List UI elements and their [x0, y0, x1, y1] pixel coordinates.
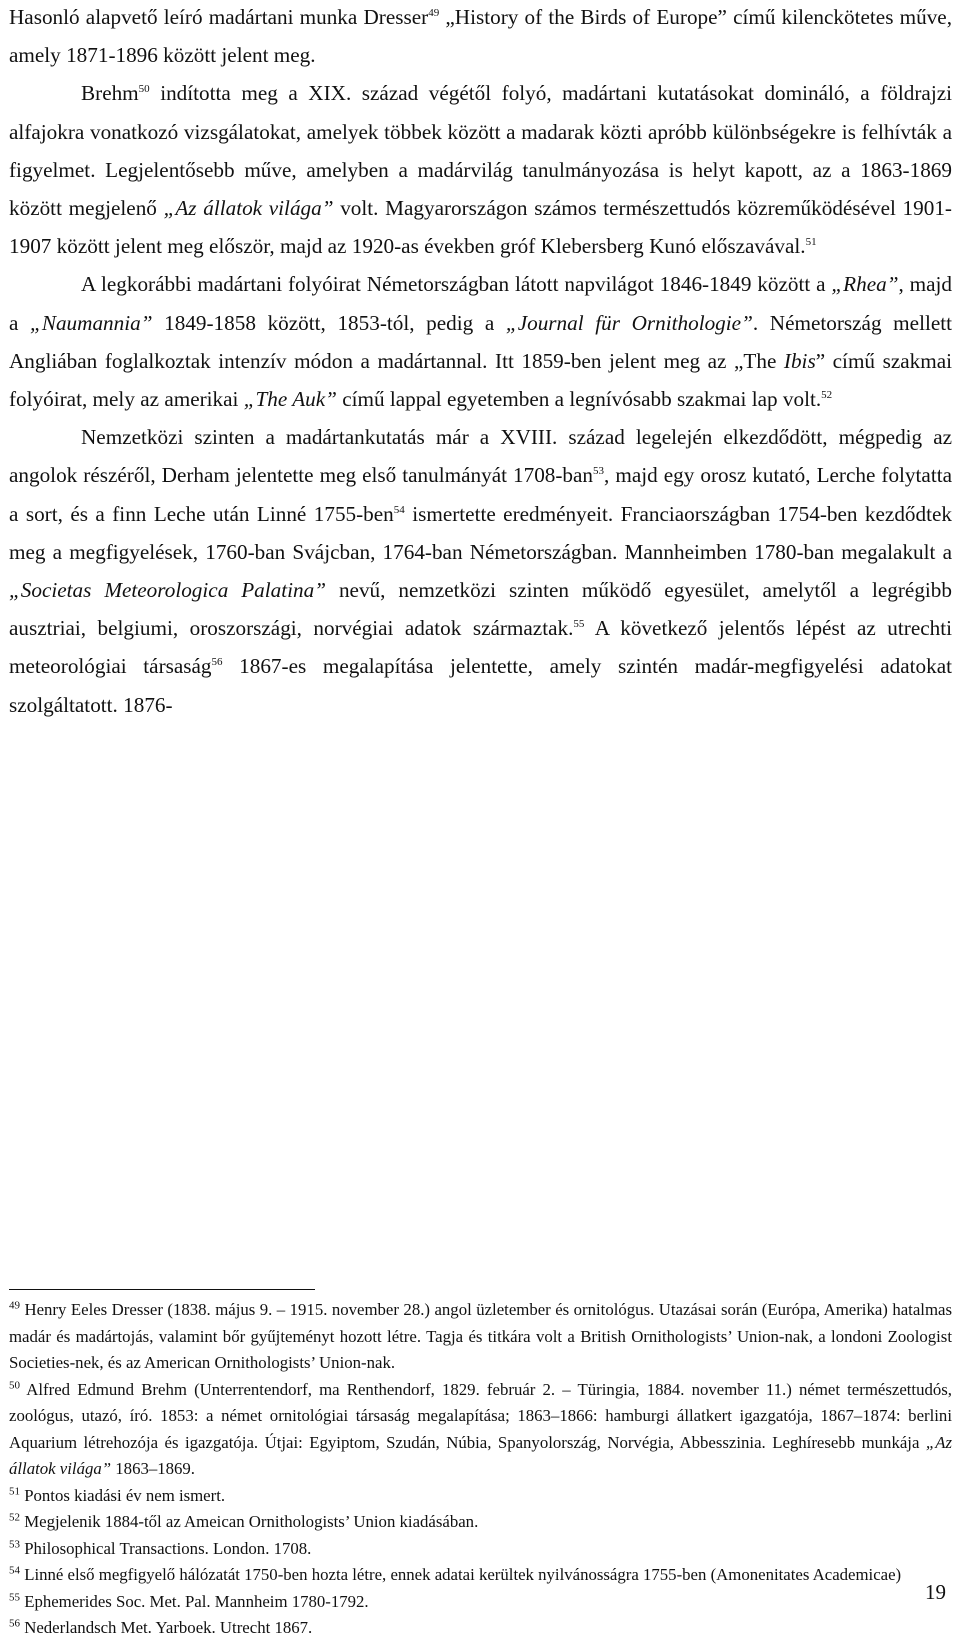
- text-run: nevű, nemzetközi szinten működő egyesület, amelytől a legrégibb ausztriai, belgiumi, oroszországi, norvégiai adatok származtak.: [9, 578, 952, 641]
- text-run: „History of the Birds of Europe” című kilenckötetes műve, amely 1871-1896 között jelent meg.: [9, 5, 952, 68]
- body-text: [9, 0, 952, 724]
- paragraph-brehm: [9, 74, 952, 265]
- text-run: volt. Magyarországon számos természettudós közreműködésével 1901-1907 között jelent meg először, majd az 1920-as években gróf Klebersberg Kunó előszavával.: [9, 196, 952, 259]
- footnote-number: 54: [9, 1564, 20, 1577]
- footnote-number: 52: [9, 1511, 20, 1524]
- footnote-ref-50[interactable]: 50: [138, 83, 150, 96]
- paragraph-international: [9, 418, 952, 724]
- footnote-number: 53: [9, 1537, 20, 1550]
- footnote-ref-56[interactable]: 56: [211, 656, 223, 669]
- text-run: , majd egy orosz kutató, Lerche folytatta a sort, és a finn Leche után Linné 1755-ben: [9, 463, 952, 526]
- text-run: A legkorábbi madártani folyóirat Németországban látott napvilágot 1846-1849 között a: [81, 272, 832, 297]
- footnote-text: Philosophical Transactions. London. 1708.: [20, 1538, 312, 1558]
- footnote-number: 51: [9, 1484, 20, 1497]
- page-number: 19: [925, 1580, 946, 1604]
- footnote-text: Pontos kiadási év nem ismert.: [20, 1485, 226, 1505]
- italic-title: „The Auk”: [243, 387, 337, 412]
- footnote-52: [9, 1509, 952, 1536]
- footnote-ref-54[interactable]: 54: [393, 503, 405, 516]
- text-run: , majd a: [9, 272, 952, 335]
- italic-title: „Societas Meteorologica Palatina”: [9, 578, 326, 603]
- italic-title: Ibis: [783, 348, 816, 373]
- text-run: . Németország mellett Angliában foglalkoztak intenzív módon a madártannal. Itt 1859-ben jelent meg az „The: [9, 310, 953, 373]
- footnote-number: 49: [9, 1299, 20, 1312]
- text-run: 1849-1858 között, 1853-tól, pedig a: [152, 310, 506, 335]
- footnote-number: 56: [9, 1617, 20, 1630]
- footnote-text: Megjelenik 1884-től az Ameican Ornithologists’ Union kiadásában.: [20, 1512, 479, 1531]
- footnote-number: 55: [9, 1590, 20, 1603]
- footnote-49: [9, 1297, 952, 1377]
- text-run: A következő jelentős lépést az utrechti meteorológiai társaság: [9, 616, 953, 679]
- footnote-text: Alfred Edmund Brehm (Unterrentendorf, ma Renthendorf, 1829. február 2. – Türingia, 1884. november 11.) német természettudós, zoológus, utazó, író. 1853: a német ornitológiai társaság megalapítása; 1863–1866: hamburgi állatkert igazgatója, 1867–1874: berlini Aquarium létrehozója és igazgatója. Útjai: Egyiptom, Szudán, Núbia, Spanyolország, Norvégia, Abbesszinia. Leghíresebb munkája: [9, 1379, 952, 1452]
- text-run: 1867-es megalapítása jelentette, amely szintén madár-megfigyelési adatokat szolgáltatott. 1876-: [9, 654, 952, 717]
- text-run: indította meg a XIX. század végétől folyó, madártani kutatásokat domináló, a földrajzi alfajokra vonatkozó vizsgálatokat, amelyek többek között a madarak közti apróbb különbségekre is felhívták a figyelmet. Legjelentősebb műve, amelyben a madárvilág tanulmányozása is helyt kapott, az a 1863-1869 között megjelenő: [9, 81, 952, 221]
- text-run: Brehm: [81, 81, 139, 106]
- footnote-text: Linné első megfigyelő hálózatát 1750-ben hozta létre, ennek adatai kerültek nyilvánosságra 1755-ben (Amonenitates Academicae): [20, 1565, 902, 1584]
- text-run: című lappal egyetemben a legnívósabb szakmai lap volt.: [336, 387, 822, 412]
- footnote-ref-49[interactable]: 49: [428, 6, 440, 19]
- paragraph-journals: [9, 265, 952, 418]
- italic-title: „Journal für Ornithologie”: [505, 310, 753, 335]
- italic-title: „Rhea”: [831, 272, 899, 297]
- footnote-56: [9, 1615, 952, 1642]
- footnote-ref-52[interactable]: 52: [821, 388, 833, 401]
- footnote-ref-55[interactable]: 55: [573, 618, 585, 631]
- footnote-54: [9, 1562, 952, 1589]
- footnote-51: [9, 1483, 952, 1510]
- italic-title: „Az állatok világa”: [163, 196, 334, 221]
- footnote-ref-53[interactable]: 53: [593, 465, 605, 478]
- footnote-text: Nederlandsch Met. Yarboek. Utrecht 1867.: [20, 1618, 313, 1637]
- footnote-text: Ephemerides Soc. Met. Pal. Mannheim 1780-1792.: [20, 1591, 369, 1611]
- footnotes: [9, 1297, 952, 1642]
- footnote-55: [9, 1589, 952, 1616]
- footnote-50: [9, 1377, 952, 1483]
- text-run: Nemzetközi szinten a madártankutatás már a XVIII. század legelején elkezdődött, mégpedig az angolok részéről, Derham jelentette meg első tanulmányát 1708-ban: [9, 425, 952, 488]
- footnote-separator: [9, 1289, 315, 1290]
- footnote-number: 50: [9, 1378, 20, 1391]
- footnote-text: Henry Eeles Dresser (1838. május 9. – 1915. november 28.) angol üzletember és ornitológus. Utazásai során (Európa, Amerika) hatalmas madár és madártojás, valamint bőr gyűjteményt hozott létre. Tagja és titkára volt a British Ornithologists’ Union-nak, a londoni Zoologist Societies-nek, és az American Ornithologists’ Union-nak.: [9, 1300, 952, 1372]
- paragraph-dresser: [9, 0, 952, 74]
- text-run: ” című szakmai folyóirat, mely az amerikai: [9, 348, 952, 412]
- text-run: ismertette eredményeit. Franciaországban 1754-ben kezdődtek meg a megfigyelések, 1760-ban Svájcban, 1764-ban Németországban. Mannheimben 1780-ban megalakult a: [9, 501, 952, 564]
- italic-title: „Naumannia”: [30, 310, 153, 335]
- footnote-text: 1863–1869.: [111, 1459, 195, 1478]
- italic-title: „Az állatok világa”: [9, 1432, 952, 1478]
- footnote-ref-51[interactable]: 51: [805, 236, 817, 249]
- text-run: Hasonló alapvető leíró madártani munka Dresser: [9, 5, 429, 29]
- footnote-53: [9, 1536, 952, 1563]
